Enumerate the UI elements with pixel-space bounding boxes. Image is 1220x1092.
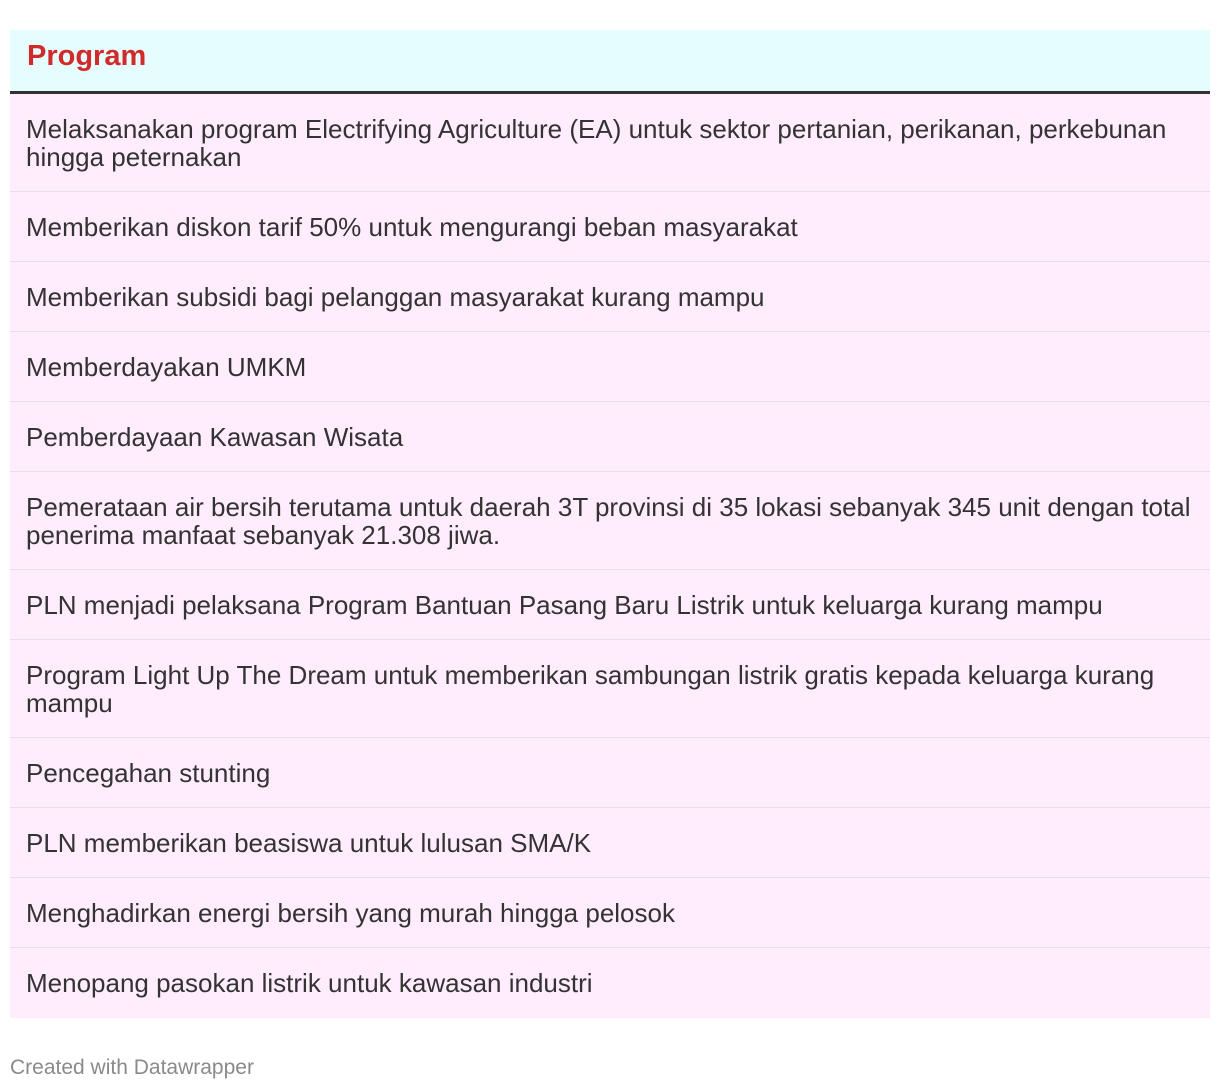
- table-row: [10, 262, 1210, 332]
- column-header-program: Program: [27, 40, 147, 72]
- table-row: [10, 570, 1210, 640]
- table-row: [10, 948, 1210, 1018]
- table-row: [10, 878, 1210, 948]
- table-header: [10, 30, 1210, 94]
- table-cell: Memberikan subsidi bagi pelanggan masyarakat kurang mampu: [26, 281, 765, 312]
- table-row: [10, 808, 1210, 878]
- table-cell: Memberdayakan UMKM: [26, 351, 307, 382]
- table-cell: Menopang pasokan listrik untuk kawasan industri: [26, 968, 593, 998]
- table-row: [10, 738, 1210, 808]
- table-row: [10, 402, 1210, 472]
- table-cell: Pemberdayaan Kawasan Wisata: [26, 421, 404, 452]
- table-row: [10, 472, 1210, 570]
- table-cell: Pencegahan stunting: [26, 757, 271, 788]
- datawrapper-credit: Created with Datawrapper: [10, 1056, 254, 1079]
- table-cell: Melaksanakan program Electrifying Agriculture (EA) untuk sektor pertanian, perikanan, perkebunan hingga peternakan: [26, 113, 1167, 172]
- table-cell: Menghadirkan energi bersih yang murah hingga pelosok: [26, 897, 675, 928]
- table-cell: PLN menjadi pelaksana Program Bantuan Pasang Baru Listrik untuk keluarga kurang mampu: [26, 589, 1103, 620]
- table-cell: Memberikan diskon tarif 50% untuk mengurangi beban masyarakat: [26, 211, 798, 242]
- table-cell: Program Light Up The Dream untuk memberikan sambungan listrik gratis kepada keluarga kurang mampu: [26, 659, 1155, 718]
- table-row: [10, 640, 1210, 738]
- program-table: [10, 30, 1210, 1018]
- table-cell: PLN memberikan beasiswa untuk lulusan SMA/K: [26, 827, 592, 858]
- table-cell: Pemerataan air bersih terutama untuk daerah 3T provinsi di 35 lokasi sebanyak 345 unit dengan total penerima manfaat sebanyak 21.308 jiwa.: [26, 491, 1191, 550]
- table-row: [10, 94, 1210, 192]
- table-row: [10, 192, 1210, 262]
- table-row: [10, 332, 1210, 402]
